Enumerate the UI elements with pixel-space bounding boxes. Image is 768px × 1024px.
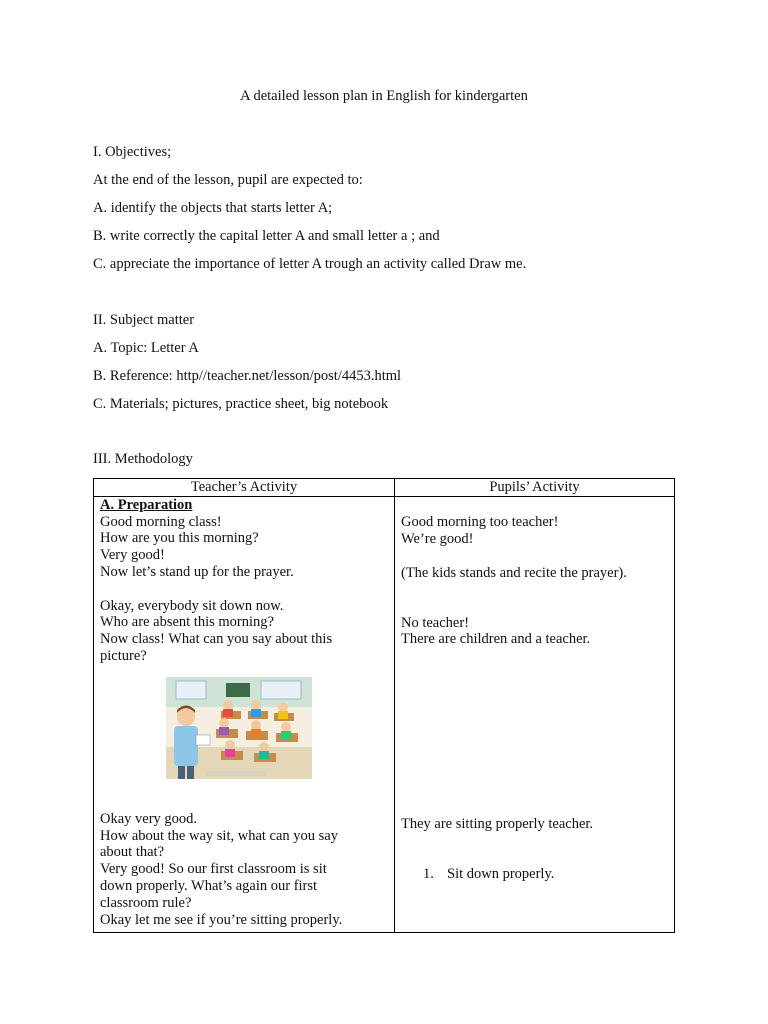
- pupils-activity-content: [401, 497, 670, 932]
- pupil-line: No teacher!: [401, 614, 470, 631]
- teacher-line: Now let’s stand up for the prayer.: [100, 563, 294, 580]
- objective-item: A. identify the objects that starts letter A;: [93, 200, 333, 216]
- pupil-line: There are children and a teacher.: [401, 630, 591, 647]
- teacher-line: picture?: [100, 647, 147, 664]
- pupils-activity-header: Pupils’ Activity: [395, 479, 675, 497]
- document-title: A detailed lesson plan in English for kindergarten: [240, 88, 528, 104]
- spacer: [100, 581, 390, 598]
- teacher-line: classroom rule?: [100, 894, 192, 911]
- objective-item: C. appreciate the importance of letter A trough an activity called Draw me.: [93, 256, 527, 272]
- teacher-line: down properly. What’s again our first: [100, 877, 318, 894]
- classroom-picture: [166, 677, 312, 779]
- teacher-line: How about the way sit, what can you say: [100, 827, 338, 844]
- teacher-line: Okay let me see if you’re sitting properly.: [100, 911, 343, 928]
- teacher-line: about that?: [100, 844, 165, 861]
- teacher-line: Okay, everybody sit down now.: [100, 597, 284, 614]
- teacher-line: Very good!: [100, 547, 165, 564]
- subject-item: C. Materials; pictures, practice sheet, big notebook: [93, 396, 389, 412]
- table-header-row: [94, 479, 675, 497]
- teacher-activity-header: Teacher’s Activity: [94, 479, 395, 497]
- subject-heading: II. Subject matter: [93, 312, 195, 328]
- pupils-activity-cell: [395, 496, 675, 932]
- section-title: A. Preparation: [100, 496, 193, 513]
- teacher-line: Who are absent this morning?: [100, 614, 274, 631]
- methodology-table: [93, 478, 675, 933]
- subject-item: A. Topic: Letter A: [93, 340, 199, 356]
- objective-item: B. write correctly the capital letter A and small letter a ; and: [93, 228, 440, 244]
- rule-text: Sit down properly.: [447, 865, 555, 882]
- teacher-activity-cell: [94, 496, 395, 932]
- teacher-line: Okay very good.: [100, 810, 198, 827]
- objectives-heading: I. Objectives;: [93, 144, 172, 160]
- teacher-line: Now class! What can you say about this: [100, 631, 333, 648]
- teacher-line: Good morning class!: [100, 513, 222, 530]
- table-row: [94, 496, 675, 932]
- pupil-line: We’re good!: [401, 530, 474, 547]
- picture-container: [100, 665, 390, 811]
- objectives-intro: At the end of the lesson, pupil are expected to:: [93, 172, 363, 188]
- teacher-line: How are you this morning?: [100, 530, 259, 547]
- rule-number: 1.: [423, 865, 434, 882]
- teacher-line: Very good! So our first classroom is sit: [100, 861, 327, 878]
- subject-item: B. Reference: http//teacher.net/lesson/post/4453.html: [93, 368, 402, 384]
- methodology-heading: III. Methodology: [93, 451, 193, 467]
- pupil-line: They are sitting properly teacher.: [401, 815, 594, 832]
- pupil-line: (The kids stands and recite the prayer).: [401, 564, 627, 581]
- pupil-line: Good morning too teacher!: [401, 513, 559, 530]
